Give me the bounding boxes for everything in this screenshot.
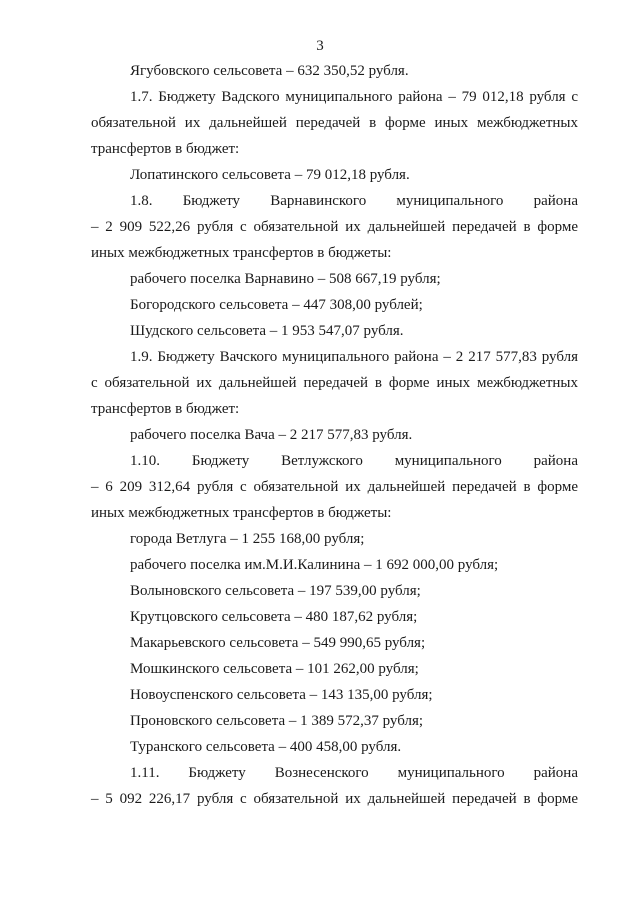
text-line: трансфертов в бюджет: bbox=[91, 401, 240, 417]
text-line: Туранского сельсовета – 400 458,00 рубля. bbox=[130, 739, 402, 755]
text-line: обязательной их дальнейшей передачей в форме иных межбюджетных bbox=[91, 115, 578, 131]
text-line: Мошкинского сельсовета – 101 262,00 рубля; bbox=[130, 661, 419, 677]
text-line: Новоуспенского сельсовета – 143 135,00 рубля; bbox=[130, 687, 433, 703]
text-line: Ягубовского сельсовета – 632 350,52 рубля. bbox=[130, 63, 409, 79]
text-line: города Ветлуга – 1 255 168,00 рубля; bbox=[130, 531, 365, 547]
text-line: – 6 209 312,64 рубля с обязательной их дальнейшей передачей в форме bbox=[91, 479, 578, 495]
text-line: 1.10. Бюджету Ветлужского муниципального района bbox=[130, 453, 578, 469]
text-line: иных межбюджетных трансфертов в бюджеты: bbox=[91, 505, 392, 521]
text-line: иных межбюджетных трансфертов в бюджеты: bbox=[91, 245, 392, 261]
text-line: Волыновского сельсовета – 197 539,00 рубля; bbox=[130, 583, 421, 599]
page-number: 3 bbox=[316, 38, 324, 54]
text-line: 1.8. Бюджету Варнавинского муниципального района bbox=[130, 193, 578, 209]
text-line: 1.11. Бюджету Вознесенского муниципального района bbox=[130, 765, 578, 781]
text-line: Проновского сельсовета – 1 389 572,37 рубля; bbox=[130, 713, 424, 729]
text-line: 1.7. Бюджету Вадского муниципального района – 79 012,18 рубля с bbox=[130, 89, 578, 105]
text-line: Макарьевского сельсовета – 549 990,65 рубля; bbox=[130, 635, 426, 651]
text-line: рабочего поселка Варнавино – 508 667,19 рубля; bbox=[130, 271, 441, 287]
text-line: – 5 092 226,17 рубля с обязательной их дальнейшей передачей в форме bbox=[91, 791, 578, 807]
text-line: Крутцовского сельсовета – 480 187,62 рубля; bbox=[130, 609, 418, 625]
document-body bbox=[91, 58, 578, 812]
text-line: Богородского сельсовета – 447 308,00 рублей; bbox=[130, 297, 423, 313]
text-line: рабочего поселка Вача – 2 217 577,83 рубля. bbox=[130, 427, 413, 443]
text-line: Шудского сельсовета – 1 953 547,07 рубля. bbox=[130, 323, 404, 339]
text-line: трансфертов в бюджет: bbox=[91, 141, 240, 157]
text-line: с обязательной их дальнейшей передачей в форме иных межбюджетных bbox=[91, 375, 578, 391]
text-line: – 2 909 522,26 рубля с обязательной их дальнейшей передачей в форме bbox=[91, 219, 578, 235]
text-line: рабочего поселка им.М.И.Калинина – 1 692 000,00 рубля; bbox=[130, 557, 499, 573]
text-line: 1.9. Бюджету Вачского муниципального района – 2 217 577,83 рубля bbox=[130, 349, 578, 365]
text-line: Лопатинского сельсовета – 79 012,18 рубля. bbox=[130, 167, 410, 183]
